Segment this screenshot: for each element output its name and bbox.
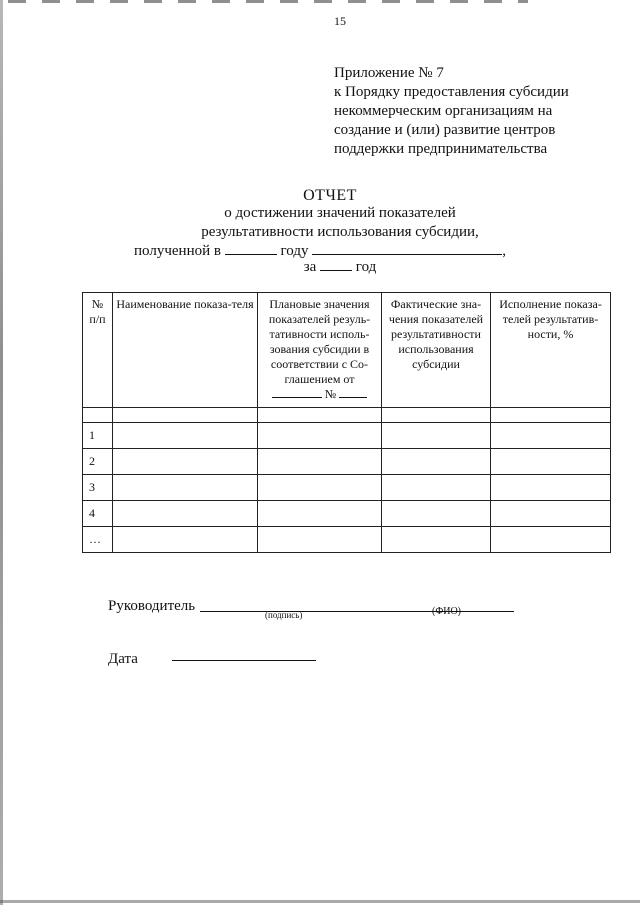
appendix-line: Приложение № 7: [334, 65, 444, 81]
report-subtitle-line-3: [0, 243, 640, 260]
comma: ,: [502, 243, 506, 259]
table-cell: [258, 449, 382, 475]
table-cell: [382, 423, 491, 449]
report-title: ОТЧЕТ: [303, 187, 357, 204]
table-cell: [113, 449, 258, 475]
row-number: …: [83, 527, 113, 553]
table-cell: [491, 423, 611, 449]
year-label: году: [280, 243, 309, 259]
appendix-line: поддержки предпринимательства: [334, 141, 548, 157]
header-planned-text: Плановые значения показателей резуль-тативности исполь-зования субсидии в соответствии с Со-глашением от: [268, 297, 371, 386]
scan-top-border: [8, 0, 528, 3]
table-cell: [113, 475, 258, 501]
appendix-line: к Порядку предоставления субсидии: [334, 84, 569, 100]
table-row: [83, 527, 611, 553]
period-year-blank: [320, 270, 352, 271]
table-row: [83, 475, 611, 501]
table-row: [83, 501, 611, 527]
row-number: 2: [83, 449, 113, 475]
table-cell: [258, 475, 382, 501]
table-cell: [258, 527, 382, 553]
received-date-blank: [225, 254, 277, 255]
table-cell: [382, 501, 491, 527]
table-header-row: [83, 293, 611, 408]
page-number: 15: [334, 14, 346, 28]
header-execution-percent: Исполнение показа-телей результатив-ности, %: [491, 293, 611, 408]
date-label: Дата: [108, 651, 138, 667]
table-cell: [491, 449, 611, 475]
row-number: [83, 408, 113, 423]
appendix-line: создание и (или) развитие центров: [334, 122, 556, 138]
table-cell: [113, 527, 258, 553]
for-label: за: [303, 259, 317, 275]
row-number: 4: [83, 501, 113, 527]
table-cell: [258, 501, 382, 527]
header-number: № п/п: [83, 293, 113, 408]
table-cell: [258, 408, 382, 423]
table-cell: [491, 475, 611, 501]
agreement-number-blank: [339, 397, 367, 398]
appendix-block: [334, 64, 614, 159]
appendix-line: некоммерческим организациям на: [334, 103, 553, 119]
agreement-number-sign: №: [324, 387, 337, 401]
row-number: 3: [83, 475, 113, 501]
table-cell: [113, 423, 258, 449]
table-row: [83, 408, 611, 423]
table-cell: [258, 423, 382, 449]
report-table: [82, 292, 611, 553]
table-cell: [491, 408, 611, 423]
date-line: [172, 650, 316, 661]
table-cell: [491, 527, 611, 553]
scan-bottom-edge: [0, 900, 640, 903]
report-subtitle-line-1: о достижении значений показателей: [224, 205, 456, 221]
signature-label: Руководитель: [108, 598, 196, 614]
header-planned-values: [258, 293, 382, 408]
table-cell: [491, 501, 611, 527]
row-number: 1: [83, 423, 113, 449]
header-actual-values: Фактические зна-чения показателей результативности использования субсидии: [382, 293, 491, 408]
table-cell: [113, 501, 258, 527]
fio-caption: (ФИО): [432, 606, 462, 617]
report-subtitle-line-2: результативности использования субсидии,: [201, 224, 479, 240]
scan-left-edge: [0, 0, 3, 905]
table-row: [83, 449, 611, 475]
table-cell: [382, 449, 491, 475]
signature-line: [200, 601, 514, 612]
received-year-blank: [312, 254, 502, 255]
received-in-label: полученной в: [134, 243, 221, 259]
year-suffix-label: год: [355, 259, 377, 275]
signature-caption: (подпись): [265, 610, 303, 620]
table-cell: [113, 408, 258, 423]
table-cell: [382, 475, 491, 501]
table-row: [83, 423, 611, 449]
table-cell: [382, 527, 491, 553]
report-subtitle-line-4: [0, 259, 640, 276]
table-cell: [382, 408, 491, 423]
agreement-date-blank: [272, 397, 322, 398]
header-indicator-name: Наименование показа-теля: [113, 293, 258, 408]
